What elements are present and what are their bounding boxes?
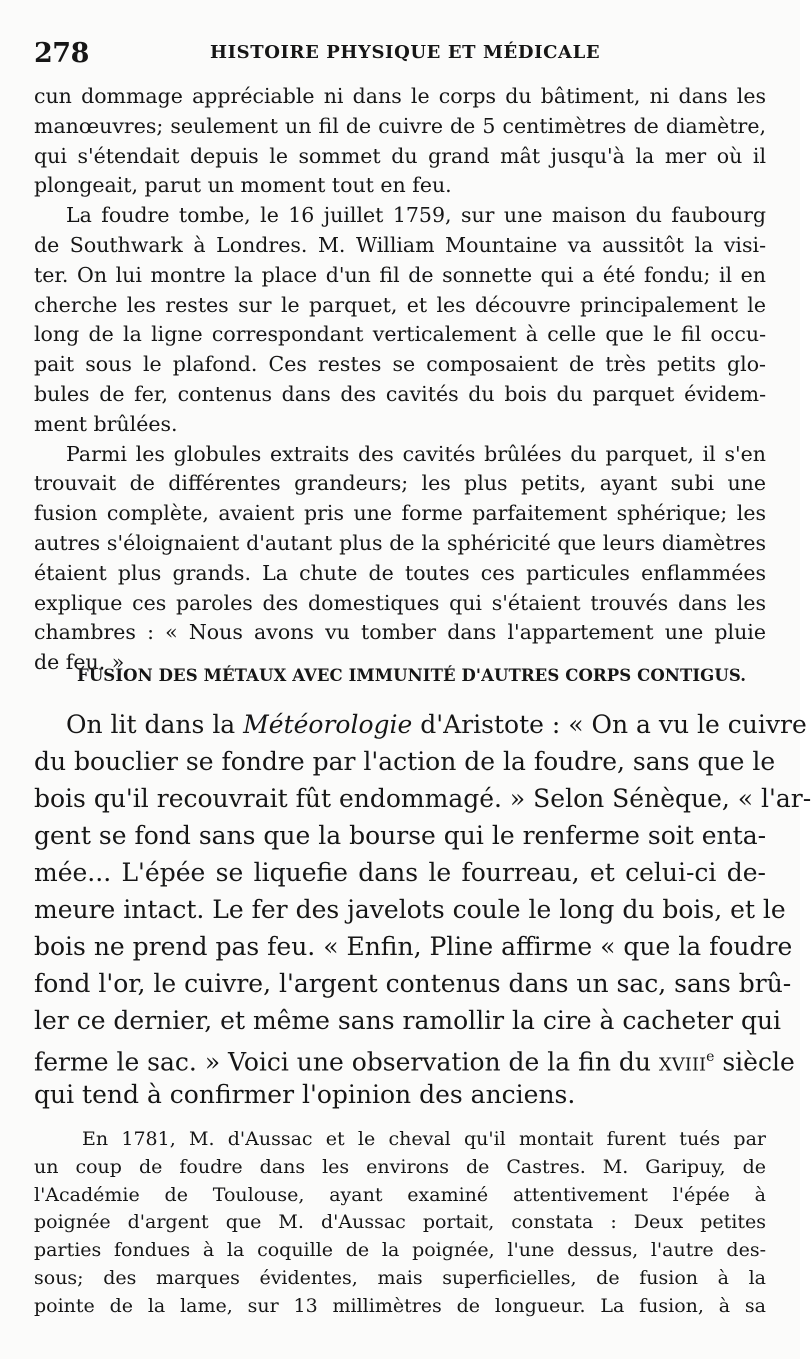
page-header — [30, 34, 770, 70]
text-line: pait sous le plafond. Ces restes se composaient de très petits glo- — [34, 352, 766, 377]
text-line: ment brûlées. — [34, 411, 178, 436]
text-line: La foudre tombe, le 16 juillet 1759, sur une maison du faubourg — [66, 203, 766, 228]
book-title: Météorologie — [243, 710, 413, 739]
text-line: l'Académie de Toulouse, ayant examiné attentivement l'épée à — [34, 1183, 766, 1206]
text-line: cun dommage appréciable ni dans le corps du bâtiment, ni dans les — [34, 84, 766, 108]
text-line: qui s'étendait depuis le sommet du grand mât jusqu'à la mer où il — [34, 143, 766, 168]
century-numeral: xviii — [658, 1047, 707, 1077]
text-line: poignée d'argent que M. d'Aussac portait, constata : Deux petites — [34, 1211, 766, 1234]
text-line: ler ce dernier, et même sans ramollir la cire à cacheter qui — [34, 1006, 782, 1035]
text-line: fusion complète, avaient pris une forme parfaitement sphérique; les — [34, 501, 766, 526]
text-line: cherche les restes sur le parquet, et les découvre principalement le — [34, 292, 766, 317]
text-line: un coup de foudre dans les environs de Castres. M. Garipuy, de — [34, 1155, 766, 1178]
paragraph-lightning-ship-and-southwark — [34, 82, 766, 678]
paragraph-aristote-seneque-pline — [34, 706, 811, 1113]
text-line: meure intact. Le fer des javelots coule le long du bois, et le — [34, 895, 786, 924]
text-line: ter. On lui montre la place d'un fil de sonnette qui a été fondu; il en — [34, 262, 766, 287]
text-line: qui tend à confirmer l'opinion des anciens. — [34, 1080, 576, 1109]
text-span: On lit dans la — [66, 710, 244, 739]
text-line: sous; des marques évidentes, mais superficielles, de fusion à la — [34, 1266, 766, 1289]
text-line: explique ces paroles des domestiques qui s'étaient trouvés dans les — [34, 590, 766, 615]
text-line: de feu. » — [34, 650, 125, 675]
text-span: siècle — [714, 1047, 795, 1077]
section-heading: FUSION DES MÉTAUX AVEC IMMUNITÉ D'AUTRES CORPS CONTIGUS. — [77, 666, 747, 685]
text-line: du bouclier se fondre par l'action de la foudre, sans que le — [34, 747, 776, 776]
text-line: pointe de la lame, sur 13 millimètres de longueur. La fusion, à sa — [34, 1294, 766, 1317]
text-line: mée... L'épée se liquefie dans le fourreau, et celui-ci de- — [34, 858, 766, 887]
text-line: En 1781, M. d'Aussac et le cheval qu'il montait furent tués par — [82, 1128, 766, 1150]
text-line: chambres : « Nous avons vu tomber dans l'appartement une pluie — [34, 620, 766, 645]
text-line: étaient plus grands. La chute de toutes ces particules enflammées — [34, 560, 766, 585]
text-line: de Southwark à Londres. M. William Mountaine va aussitôt la visi- — [34, 232, 766, 257]
text-line: parties fondues à la coquille de la poignée, l'une dessus, l'autre des- — [34, 1239, 766, 1262]
text-line: long de la ligne correspondant verticalement à celle que le fil occu- — [34, 322, 766, 347]
page-number: 278 — [34, 38, 89, 69]
text-line: fond l'or, le cuivre, l'argent contenus dans un sac, sans brû- — [34, 969, 792, 998]
paragraph-daussac-1781 — [34, 1126, 766, 1321]
text-line: bois qu'il recouvrait fût endommagé. » Selon Sénèque, « l'ar- — [34, 784, 811, 813]
running-head: HISTOIRE PHYSIQUE ET MÉDICALE — [210, 42, 601, 63]
text-line: autres s'éloignaient d'autant plus de la sphéricité que leurs diamètres — [34, 530, 766, 555]
superscript: e — [706, 1049, 715, 1065]
text-line: manœuvres; seulement un fil de cuivre de 5 centimètres de diamètre, — [34, 113, 766, 138]
text-line: Parmi les globules extraits des cavités brûlées du parquet, il s'en — [66, 441, 766, 466]
text-line — [34, 1039, 795, 1077]
text-line — [34, 706, 807, 743]
text-line: gent se fond sans que la bourse qui le renferme soit enta- — [34, 821, 767, 850]
text-line: bules de fer, contenus dans des cavités du bois du parquet évidem- — [34, 381, 766, 406]
text-line: trouvait de différentes grandeurs; les plus petits, ayant subi une — [34, 471, 766, 496]
text-line: bois ne prend pas feu. « Enfin, Pline affirme « que la foudre — [34, 932, 793, 961]
text-line: plongeait, parut un moment tout en feu. — [34, 173, 452, 198]
show-through-text — [255, 3, 545, 27]
text-span: d'Aristote : « On a vu le cuivre — [412, 710, 807, 739]
text-span: ferme le sac. » Voici une observation de la fin du — [34, 1047, 659, 1077]
